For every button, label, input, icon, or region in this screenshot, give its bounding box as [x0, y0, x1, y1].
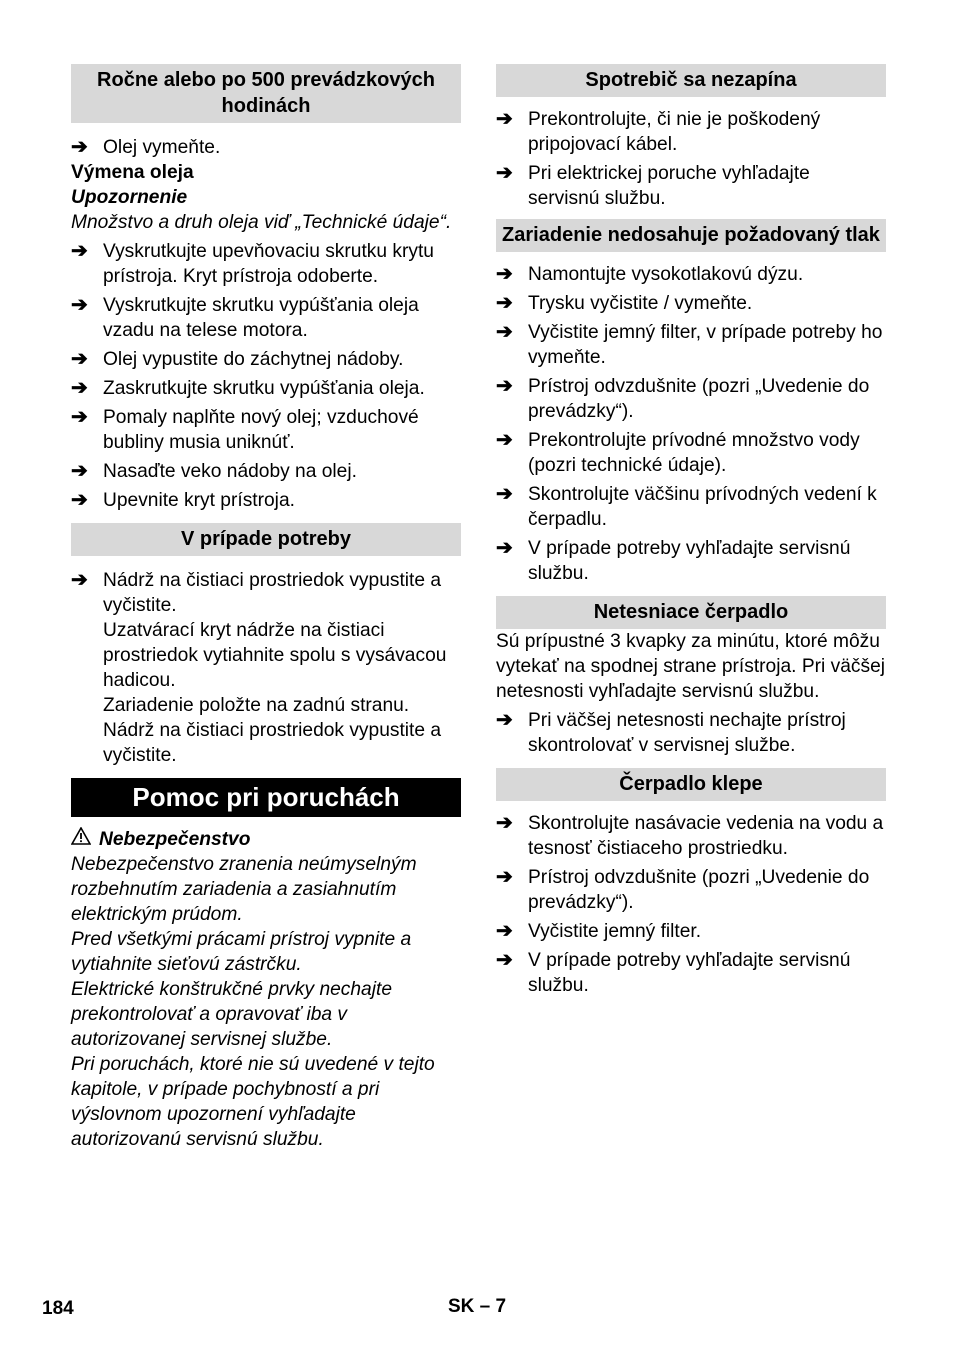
- list-item: ➔ Prekontrolujte prívodné množstvo vody (pozri technické údaje).: [496, 429, 860, 476]
- arrow-right-icon: ➔: [71, 294, 88, 316]
- list-item: ➔ Nádrž na čistiaci prostriedok vypustite a vyčistite.: [71, 569, 442, 616]
- arrow-right-icon: ➔: [71, 406, 88, 428]
- arrow-right-icon: ➔: [71, 377, 88, 399]
- arrow-right-icon: ➔: [496, 483, 513, 505]
- list-item: ➔ V prípade potreby vyhľadajte servisnú službu.: [496, 949, 851, 996]
- list-item: ➔ V prípade potreby vyhľadajte servisnú službu.: [496, 537, 851, 584]
- arrow-right-icon: ➔: [496, 108, 513, 130]
- arrow-right-icon: ➔: [496, 375, 513, 397]
- list-item: ➔ Pomaly naplňte nový olej; vzduchové bubliny musia uniknúť.: [71, 406, 419, 453]
- arrow-right-icon: ➔: [71, 460, 88, 482]
- language-page-label: SK – 7: [448, 1296, 507, 1317]
- right-column: [496, 64, 886, 998]
- section-heading-leaking-pump: Netesniace čerpadlo: [496, 596, 886, 629]
- warning-triangle-icon: [71, 827, 99, 852]
- list-item: ➔ Olej vypustite do záchytnej nádoby.: [71, 348, 404, 370]
- paragraph: Sú prípustné 3 kvapky za minútu, ktoré môžu vytekať na spodnej strane prístroja. Pri väčšej netesnosti vyhľadajte servisnú službu.: [496, 631, 885, 702]
- danger-text: Pri poruchách, ktoré nie sú uvedené v tejto kapitole, v prípade pochybností a pri výslovnom upozornení vyhľadajte autorizovanú servisnú službu.: [71, 1054, 435, 1150]
- arrow-right-icon: ➔: [496, 429, 513, 451]
- list-item: ➔ Vyskrutkujte upevňovaciu skrutku krytu prístroja. Kryt prístroja odoberte.: [71, 240, 434, 287]
- danger-text: Nebezpečenstvo zranenia neúmyselným rozbehnutím zariadenia a zasiahnutím elektrickým prúdom.: [71, 854, 417, 925]
- arrow-right-icon: ➔: [496, 812, 513, 834]
- list-item: ➔ Nasaďte veko nádoby na olej.: [71, 460, 357, 482]
- arrow-right-icon: ➔: [496, 292, 513, 314]
- left-column: [71, 64, 461, 1152]
- note-title: Upozornenie: [71, 187, 188, 208]
- list-item: ➔ Pri väčšej netesnosti nechajte prístroj skontrolovať v servisnej službe.: [496, 709, 846, 756]
- arrow-right-icon: ➔: [71, 136, 88, 158]
- list-item: ➔ Prístroj odvzdušnite (pozri „Uvedenie do prevádzky“).: [496, 375, 870, 422]
- list-item: ➔ Olej vymeňte.: [71, 136, 221, 158]
- danger-text: Elektrické konštrukčné prvky nechajte prekontrolovať a opravovať iba v autorizovanej servisnej službe.: [71, 979, 392, 1050]
- list-item: ➔ Namontujte vysokotlakovú dýzu.: [496, 263, 804, 285]
- arrow-right-icon: ➔: [496, 866, 513, 888]
- arrow-right-icon: ➔: [496, 537, 513, 559]
- paragraph: Nádrž na čistiaci prostriedok vypustite a vyčistite.: [103, 720, 442, 766]
- page-number: 184: [42, 1298, 74, 1319]
- section-heading-pump-knocks: Čerpadlo klepe: [496, 768, 886, 801]
- note-text: Množstvo a druh oleja viď „Technické údaje“.: [71, 212, 452, 233]
- arrow-right-icon: ➔: [71, 489, 88, 511]
- paragraph: Uzatvárací kryt nádrže na čistiaci prostriedok vytiahnite spolu s vysávacou hadicou.: [103, 620, 447, 691]
- arrow-right-icon: ➔: [71, 240, 88, 262]
- chapter-heading: Pomoc pri poruchách: [71, 778, 461, 817]
- arrow-right-icon: ➔: [496, 321, 513, 343]
- danger-title: Nebezpečenstvo: [99, 829, 251, 850]
- subheading-oil-change: Výmena oleja: [71, 162, 194, 183]
- list-item: ➔ Vyčistite jemný filter.: [496, 920, 702, 942]
- list-item: ➔ Trysku vyčistite / vymeňte.: [496, 292, 753, 314]
- arrow-right-icon: ➔: [496, 709, 513, 731]
- section-heading-no-start: Spotrebič sa nezapína: [496, 64, 886, 97]
- arrow-right-icon: ➔: [71, 569, 88, 591]
- section-heading-annual: Ročne alebo po 500 prevádzkových hodinách: [71, 64, 461, 123]
- section-heading-if-needed: V prípade potreby: [71, 523, 461, 556]
- paragraph: Zariadenie položte na zadnú stranu.: [103, 695, 410, 716]
- arrow-right-icon: ➔: [496, 949, 513, 971]
- arrow-right-icon: ➔: [496, 162, 513, 184]
- arrow-right-icon: ➔: [71, 348, 88, 370]
- section-heading-no-pressure: Zariadenie nedosahuje požadovaný tlak: [496, 219, 886, 252]
- danger-heading: [71, 827, 461, 852]
- list-item: ➔ Vyskrutkujte skrutku vypúšťania oleja vzadu na telese motora.: [71, 294, 419, 341]
- danger-text: Pred všetkými prácami prístroj vypnite a vytiahnite sieťovú zástrčku.: [71, 929, 412, 975]
- list-item: ➔ Zaskrutkujte skrutku vypúšťania oleja.: [71, 377, 425, 399]
- arrow-right-icon: ➔: [496, 263, 513, 285]
- list-item: ➔ Vyčistite jemný filter, v prípade potreby ho vymeňte.: [496, 321, 883, 368]
- arrow-right-icon: ➔: [496, 920, 513, 942]
- list-item: ➔ Skontrolujte nasávacie vedenia na vodu a tesnosť čistiaceho prostriedku.: [496, 812, 884, 859]
- list-item: ➔ Skontrolujte väčšinu prívodných vedení k čerpadlu.: [496, 483, 877, 530]
- list-item: ➔ Pri elektrickej poruche vyhľadajte servisnú službu.: [496, 162, 810, 209]
- list-item: ➔ Prístroj odvzdušnite (pozri „Uvedenie do prevádzky“).: [496, 866, 870, 913]
- list-item: ➔ Prekontrolujte, či nie je poškodený pripojovací kábel.: [496, 108, 821, 155]
- list-item: ➔ Upevnite kryt prístroja.: [71, 489, 295, 511]
